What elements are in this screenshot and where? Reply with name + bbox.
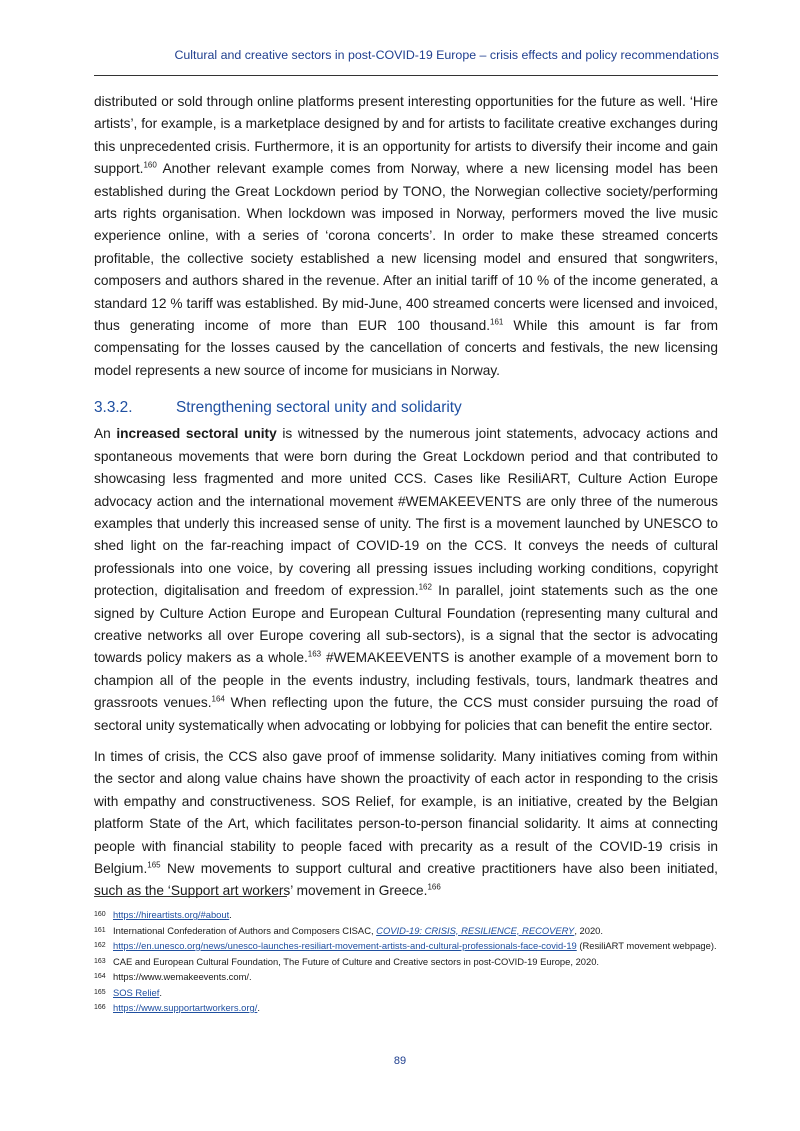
section-title: Strengthening sectoral unity and solidarity bbox=[176, 399, 462, 417]
footnote-number: 163 bbox=[94, 957, 106, 965]
header-divider bbox=[94, 75, 718, 76]
footnote-number: 164 bbox=[94, 973, 106, 980]
footnote-number: 162 bbox=[94, 942, 106, 949]
footnote-link[interactable]: https://www.supportartworkers.org/ bbox=[113, 1002, 258, 1013]
footnote-ref[interactable]: 166 bbox=[427, 882, 441, 892]
footnote-ref[interactable]: 160 bbox=[143, 160, 157, 170]
footnote-ref[interactable]: 165 bbox=[147, 860, 161, 870]
footnote-ref[interactable]: 162 bbox=[418, 582, 432, 592]
footnote-163: 163 CAE and European Cultural Foundation, The Future of Culture and Creative sectors in post-COVID-19 Europe, 2020. bbox=[94, 955, 600, 967]
paragraph-solidarity: In times of crisis, the CCS also gave proof of immense solidarity. Many initiatives coming from within the sector and along value chains have shown the proactivity of each actor in responding to the crisis with empathy and constructiveness. SOS Relief, for example, is an initiative, created by the Belgian platform State of the Art, which facilitates person-to-person financial solidarity. It aims at connecting people with financial stability to people faced with precarity as a result of the COVID-19 crisis in Belgium.$^{165}$ New movements to support cultural and creative practitioners have also been initiated, such as the ‘Support art workers’ movement in Greece.$^{166}$ bbox=[94, 748, 718, 899]
footnote-161: 161 International Confederation of Authors and Composers CISAC, COVID-19: CRISIS, RESILIENCE, RECOVERY, 2020. bbox=[94, 924, 603, 936]
footnote-164: 164 https://www.wemakeevents.com/. bbox=[94, 971, 252, 982]
section-heading bbox=[94, 397, 718, 419]
footnote-link[interactable]: COVID-19: CRISIS, RESILIENCE, RECOVERY bbox=[376, 924, 575, 936]
footnotes bbox=[94, 896, 722, 1017]
footnote-ref[interactable]: 161 bbox=[490, 317, 504, 327]
footnote-link[interactable]: SOS Relief bbox=[113, 986, 160, 998]
footnote-165: 165 SOS Relief. bbox=[94, 986, 162, 998]
footnote-number: 165 bbox=[94, 988, 106, 996]
footnote-number: 166 bbox=[94, 1004, 106, 1011]
footnote-166: 166 https://www.supportartworkers.org/. bbox=[94, 1002, 260, 1013]
page-number: 89 bbox=[393, 1055, 407, 1067]
footnote-162: 162 https://en.unesco.org/news/unesco-launches-resiliart-movement-artists-and-cultural-professionals-face-covid-19 (ResiliART movement webpage). bbox=[94, 940, 717, 951]
footnote-ref[interactable]: 163 bbox=[307, 649, 322, 659]
running-header: Cultural and creative sectors in post-COVID-19 Europe – crisis effects and policy recommendations bbox=[174, 48, 719, 62]
bold-term: increased sectoral unity bbox=[116, 426, 277, 442]
footnote-ref[interactable]: 164 bbox=[211, 694, 225, 704]
section-number: 3.3.2. bbox=[94, 399, 133, 417]
footnote-number: 161 bbox=[94, 926, 106, 934]
footnote-number: 160 bbox=[94, 911, 106, 918]
footnote-divider bbox=[94, 896, 287, 897]
footnote-link[interactable]: https://en.unesco.org/news/unesco-launches-resiliart-movement-artists-and-cultural-professionals-face-covid-19 bbox=[113, 940, 577, 951]
main-content bbox=[94, 91, 718, 912]
paragraph-online-licensing: distributed or sold through online platforms present interesting opportunities for the future as well. ‘Hire artists’, for example, is a marketplace designed by and for artists to facilitate creative exchanges during this unprecedented crisis. Furthermore, it is an opportunity for artists to diversify their income and gain support.$^{160}$ Another relevant example comes from Norway, where a new licensing model has been established during the Great Lockdown period by TONO, the Norwegian collective society/performing arts rights organisation. When lockdown was imposed in Norway, performers moved the live music experience online, with a series of ‘corona concerts’. In order to make these streamed concerts profitable, the collective society established a new licensing model and ensured that songwriters, composers and authors shared in the revenue. After an initial tariff of 10 % of the income generated, a standard 12 % tariff was established. By mid-June, 400 streamed concerts were licensed and invoiced, thus generating income of more than EUR 100 thousand.$^{161}$ While this amount is far from compensating for the losses caused by the cancellation of concerts and festivals, the new licensing model represents a new source of income for musicians in Norway. bbox=[94, 94, 718, 378]
paragraph-sectoral-unity: An increased sectoral unity is witnessed by the numerous joint statements, advocacy actions and spontaneous movements that were born during the Great Lockdown period and that contributed to showcasing less fragmented and more united CCS. Cases like ResiliART, Culture Action Europe advocacy action and the international movement #WEMAKEEVENTS are only three of the numerous examples that underly this increased sense of unity. The first is a movement launched by UNESCO to shed light on the far-reaching impact of COVID-19 on the CCS. It conveys the needs of cultural professionals into one voice, by covering all pressing issues including working conditions, copyright protection, digitalisation and freedom of expression.$^{162}$ In parallel, joint statements such as the one signed by Culture Action Europe and European Cultural Foundation (representing many cultural and creative networks all over Europe covering all sub-sectors), is a signal that the sector is advocating towards policy makers as a whole.$^{163}$ #WEMAKEEVENTS is another example of a movement born to champion all of the people in the events industry, including festivals, tours, landmark theatres and grassroots venues.$^{164}$ When reflecting upon the future, the CCS must consider pursuing the road of sectoral unity systematically when advocating or lobbying for policies that can benefit the entire sector. bbox=[94, 426, 719, 733]
footnote-160: 160 https://hireartists.org/#about. bbox=[94, 909, 232, 920]
footnote-link[interactable]: https://hireartists.org/#about bbox=[113, 909, 230, 920]
